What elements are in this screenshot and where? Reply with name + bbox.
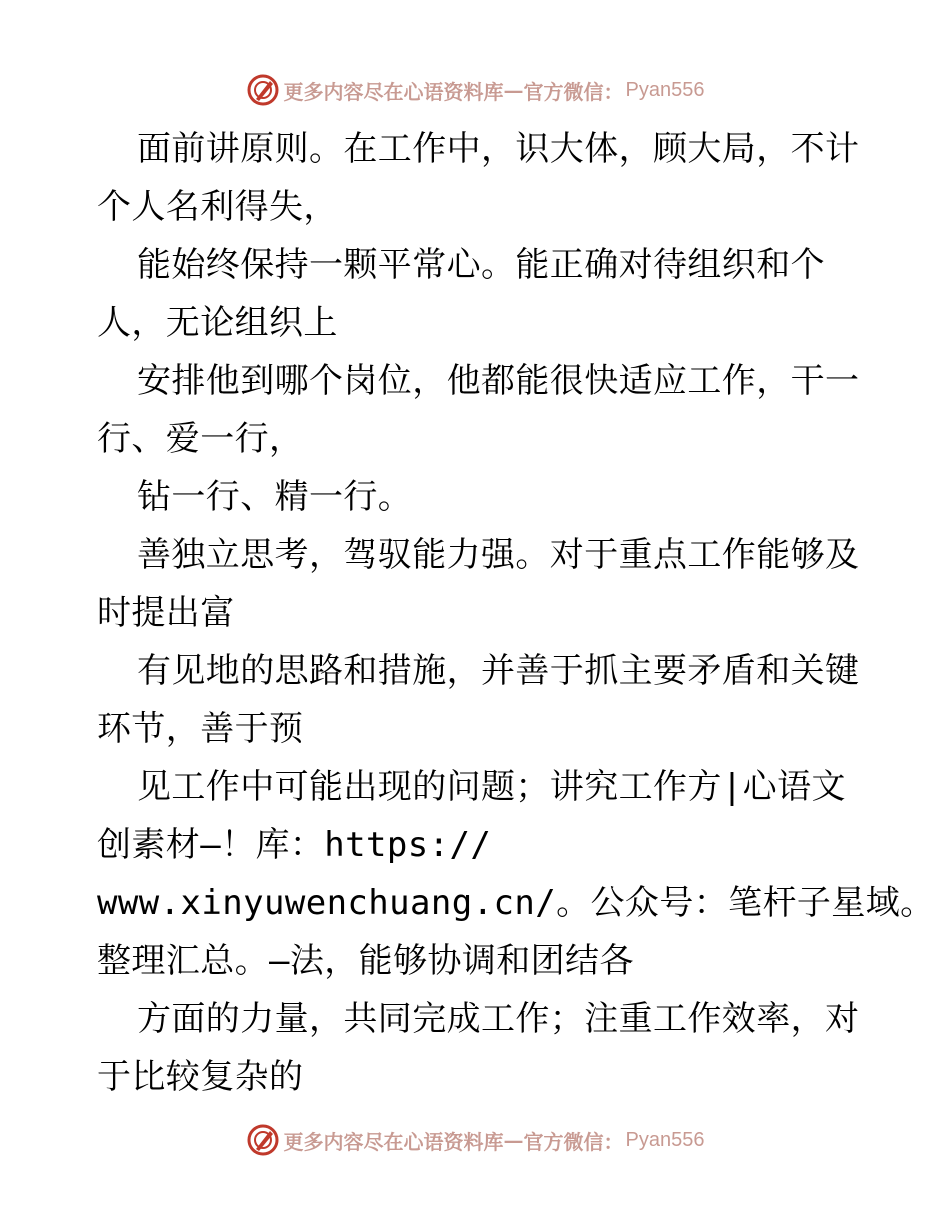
watermark-separator: — xyxy=(503,1128,524,1152)
header-watermark xyxy=(0,70,950,110)
body-line: 面前讲原则。在工作中，识大体，顾大局，不计 xyxy=(137,129,860,169)
body-line: 于比较复杂的 xyxy=(97,1057,304,1097)
body-line: 有见地的思路和措施，并善于抓主要矛盾和关键 xyxy=(137,651,860,691)
watermark-brand-text: 更多内容尽在心语资料库 xyxy=(283,79,504,104)
body-line: 时提出富 xyxy=(97,593,235,633)
document-body xyxy=(97,120,935,1106)
watermark-wechat-id: Pyan556 xyxy=(625,78,705,101)
body-line: 善独立思考，驾驭能力强。对于重点工作能够及 xyxy=(137,535,860,575)
body-line: 人，无论组织上 xyxy=(97,303,338,343)
body-line: 创素材—！库：https:// xyxy=(97,825,492,865)
body-line: 方面的力量，共同完成工作；注重工作效率，对 xyxy=(137,999,860,1039)
watermark-official-label: 官方微信： xyxy=(523,1129,624,1154)
body-line: www.xinyuwenchuang.cn/。公众号：笔杆子星域。 xyxy=(97,883,935,923)
watermark-wechat-id: Pyan556 xyxy=(625,1128,705,1151)
body-line: 环节，善于预 xyxy=(97,709,304,749)
brand-logo-icon xyxy=(246,1123,280,1157)
body-line: 行、爱一行， xyxy=(97,419,304,459)
body-line: 能始终保持一颗平常心。能正确对待组织和个 xyxy=(137,245,825,285)
watermark-official-label: 官方微信： xyxy=(523,79,624,104)
body-line: 见工作中可能出现的问题；讲究工作方|心语文 xyxy=(137,767,846,807)
body-line: 钻一行、精一行。 xyxy=(137,477,413,517)
watermark-brand-text: 更多内容尽在心语资料库 xyxy=(283,1129,504,1154)
footer-watermark xyxy=(0,1120,950,1160)
brand-logo-icon xyxy=(246,73,280,107)
body-line: 安排他到哪个岗位，他都能很快适应工作，干一 xyxy=(137,361,860,401)
body-line: 整理汇总。—法，能够协调和团结各 xyxy=(97,941,634,981)
body-line: 个人名利得失， xyxy=(97,187,338,227)
watermark-separator: — xyxy=(503,78,524,102)
